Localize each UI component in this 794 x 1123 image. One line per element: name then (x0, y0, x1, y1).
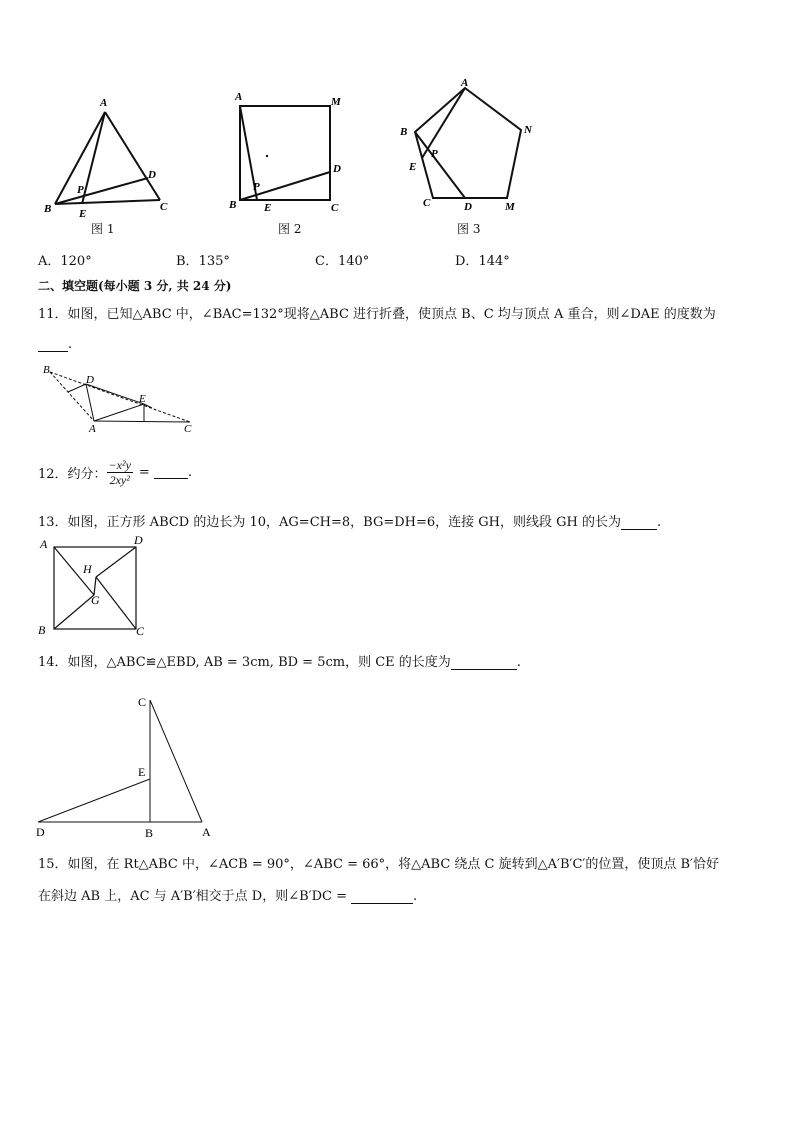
label-b: B (44, 203, 52, 215)
label-d: D (86, 374, 94, 386)
label-c: C (331, 202, 339, 214)
label-p: P (431, 148, 438, 160)
label-h: H (83, 562, 92, 576)
label-a: A (202, 825, 211, 839)
answer-blank (621, 517, 657, 530)
question-13-tail: . (656, 515, 662, 530)
fraction-numerator: −x²y (108, 457, 131, 472)
label-d: D (333, 163, 341, 175)
label-e: E (138, 765, 146, 779)
label-d: D (134, 533, 143, 547)
section-title: 二、填空题(每小题 3 分, 共 24 分) (38, 279, 232, 293)
label-d: D (148, 169, 156, 181)
equals-sign: = (138, 464, 150, 480)
answer-blank (154, 466, 188, 479)
question-14-tail: . (516, 655, 521, 670)
label-c: C (423, 197, 431, 209)
figure-q14 (30, 690, 230, 840)
label-b: B (400, 126, 408, 138)
question-13-text: 13．如图，正方形 ABCD 的边长为 10，AG=CH=8，BG=DH=6，连接 GH，则线段 GH 的长为 (38, 515, 621, 530)
label-c: C (136, 624, 145, 638)
option-d: D．144° (455, 254, 510, 269)
figure-3-caption: 图 3 (457, 222, 481, 236)
label-c: C (160, 201, 168, 213)
figure-2 (225, 88, 360, 218)
answer-blank (38, 339, 68, 352)
option-c: C．140° (315, 254, 370, 269)
label-m: M (505, 201, 515, 213)
label-a: A (40, 537, 48, 551)
question-11-text: 11．如图，已知△ABC 中，∠BAC=132°现将△ABC 进行折叠，使顶点 B、C 均与顶点 A 重合，则∠DAE 的度数为 (38, 307, 716, 322)
label-g: G (91, 593, 100, 607)
label-d: D (36, 825, 45, 839)
label-e: E (264, 202, 272, 214)
label-e: E (139, 393, 146, 405)
question-14-text: 14．如图，△ABC≌△EBD, AB = 3cm, BD = 5cm，则 CE 的长度为 (38, 655, 451, 670)
answer-blank (351, 891, 413, 904)
label-b: B (229, 199, 237, 211)
label-b: B (145, 826, 154, 840)
question-15-line-1: 15．如图，在 Rt△ABC 中，∠ACB = 90°，∠ABC = 66°，将△ABC 绕点 C 旋转到△A′B′C′的位置，使顶点 B′恰好 (38, 857, 719, 872)
label-d: D (464, 201, 472, 213)
question-15-line-2 (38, 885, 417, 904)
question-15-tail: . (413, 889, 418, 904)
question-11-answer-line: . (38, 337, 72, 352)
figure-1 (30, 90, 190, 220)
figure-2-caption: 图 2 (278, 222, 302, 236)
label-c: C (184, 423, 192, 435)
label-a: A (235, 91, 243, 103)
figure-3 (395, 78, 545, 218)
fraction (107, 458, 133, 487)
label-c: C (138, 695, 147, 709)
question-13 (38, 511, 661, 530)
question-15-text: 在斜边 AB 上，AC 与 A′B′相交于点 D，则∠B′DC = (38, 889, 347, 904)
question-12-prefix: 12．约分： (38, 466, 107, 482)
question-12 (38, 455, 192, 489)
label-a: A (89, 423, 96, 435)
question-12-tail: . (187, 464, 192, 480)
label-e: E (409, 161, 417, 173)
label-a: A (100, 97, 108, 109)
label-p: P (253, 181, 260, 193)
label-m: M (331, 96, 341, 108)
label-b: B (43, 364, 50, 376)
answer-blank (451, 657, 517, 670)
label-a: A (461, 77, 469, 89)
label-n: N (524, 124, 532, 136)
label-b: B (38, 623, 46, 637)
question-14 (38, 651, 521, 670)
option-b: B．135° (176, 254, 230, 269)
fraction-denominator: 2xy² (109, 472, 130, 487)
figure-q11 (38, 360, 198, 435)
label-p: P (77, 184, 84, 196)
label-e: E (79, 208, 87, 220)
option-a: A．120° (38, 254, 92, 269)
figure-q13 (36, 535, 156, 640)
figure-1-caption: 图 1 (91, 222, 115, 236)
